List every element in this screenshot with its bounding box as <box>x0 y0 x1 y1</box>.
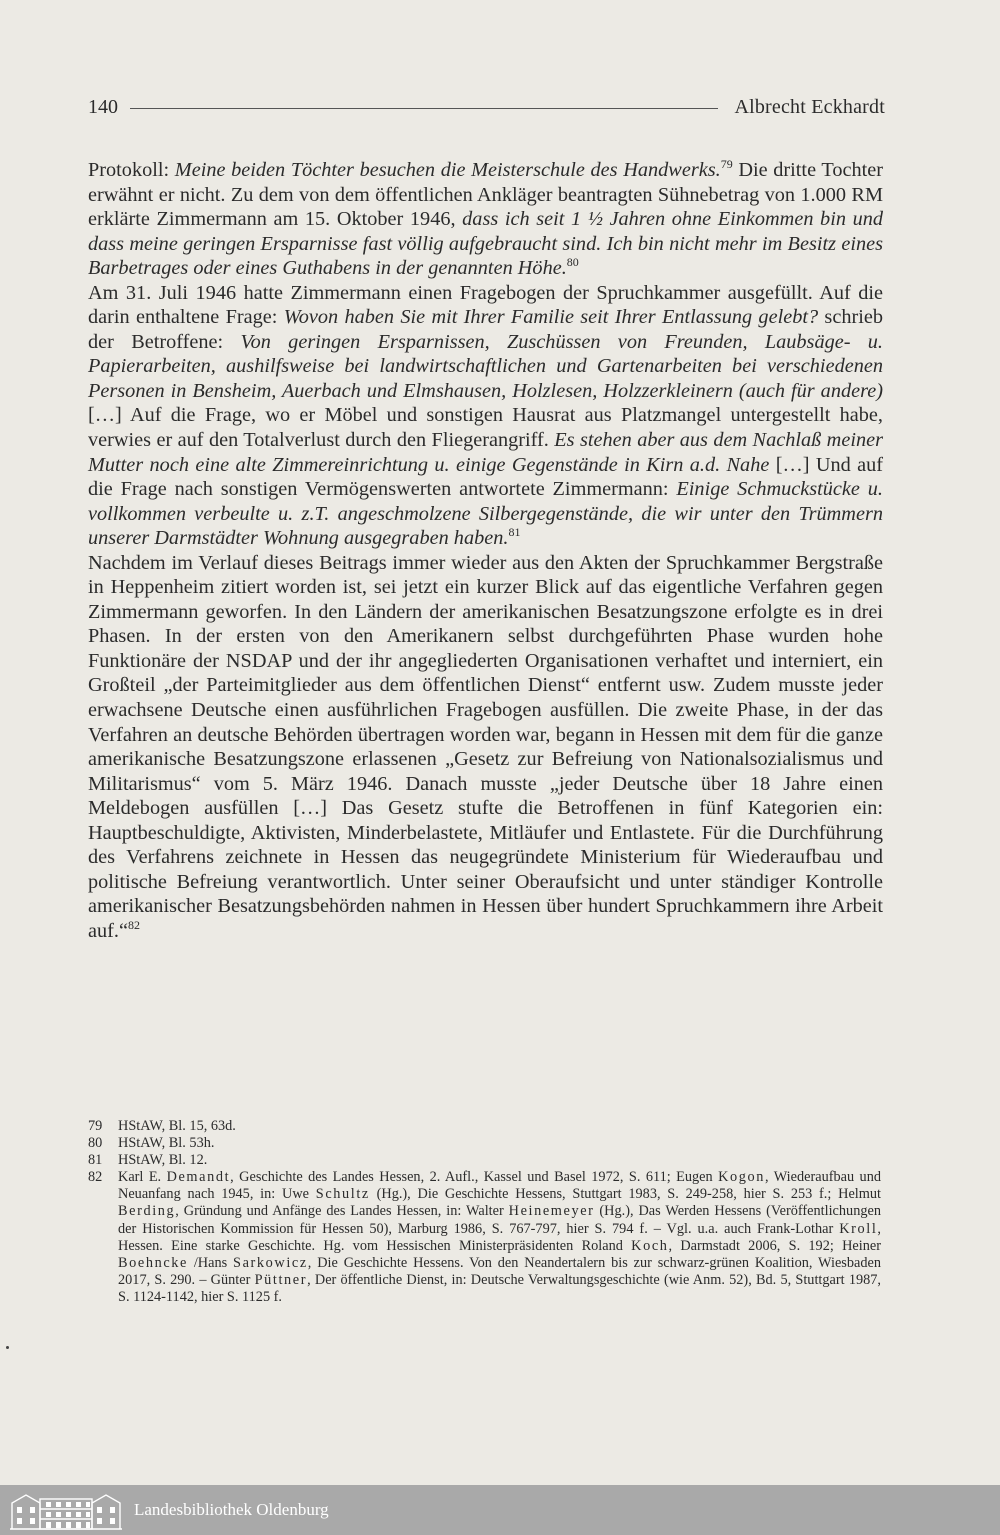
author-name: Boehncke <box>118 1254 188 1271</box>
author-name: Demandt <box>166 1169 231 1186</box>
footnote-number: 80 <box>88 1135 103 1152</box>
footnote-text: HStAW, Bl. 15, 63d. <box>118 1118 236 1134</box>
running-header <box>88 92 885 122</box>
footnote-ref[interactable]: 80 <box>566 255 579 270</box>
paragraph <box>88 158 883 281</box>
quote-run: dass ich seit 1 ½ Jahren ohne Einkommen bin und dass meine geringen Ersparnisse fast völlig aufgebraucht sind. Ich bin nicht mehr im Besitz eines Barbetrages oder eines Guthabens in der genannten Höhe. <box>88 208 883 280</box>
text-run: , Die Geschichte Hessens. Von den Neandertalern bis zur schwarz-grünen Koalition, Wiesbaden 2017, S. 290. – Günter <box>118 1254 881 1288</box>
text-run: Nachdem im Verlauf dieses Beitrags immer wieder aus den Akten der Spruchkammer Bergstraße in Heppenheim zitiert worden ist, sei jetzt ein kurzer Blick auf das eigentliche Verfahren gegen Zimmermann geworfen. In den Ländern der amerikanischen Besatzungszone erfolgte es in drei Phasen. In der ersten von den Amerikanern selbst durchgeführten Phase wurden hohe Funktionäre der NSDAP und der ihr angegliederten Organisationen verhaftet und interniert, ein Großteil „der Parteimitglieder aus dem öffentlichen Dienst“ entfernt usw. Zudem musste jeder erwachsene Deutsche einen ausführlichen Fragebogen ausfüllen. Die zweite Phase, in der das Verfahren an deutsche Behörden übertragen worden war, begann in Hessen mit dem für die ganze amerikanische Besatzungszone erlassenen „Gesetz zur Befreiung von Nationalsozialismus und Militarismus“ vom 5. März 1946. Danach musste „jeder Deutsche über 18 Jahre einen Meldebogen ausfüllen […] Das Gesetz stufte die Betroffenen in fünf Kategorien ein: Hauptbeschuldigte, Aktivisten, Minderbelastete, Mitläufer und Entlastete. Für die Durchführung des Verfahrens zeichnete in Hessen das neugegründete Ministerium für Wiederaufbau und politische Befreiung verantwortlich. Unter seiner Oberaufsicht und unter ständiger Kontrolle amerikanischer Besatzungsbehörden nahmen in Hessen über hundert Spruchkammern ihre Arbeit auf.“ <box>88 551 883 942</box>
footnote-number: 79 <box>88 1118 103 1134</box>
quote-run: Es stehen aber aus dem Nachlaß meiner Mutter noch eine alte Zimmereinrichtung u. einige Gegenstände in Kirn a.d. Nahe <box>88 429 884 476</box>
footnote-ref[interactable]: 82 <box>127 917 140 932</box>
author-name: Sarkowicz <box>233 1254 308 1271</box>
author-name: Heinemeyer <box>508 1203 595 1220</box>
author-name: Berding <box>118 1203 176 1220</box>
quote-run: Meine beiden Töchter besuchen die Meisterschule des Handwerks. <box>174 159 721 181</box>
running-head-author: Albrecht Eckhardt <box>734 95 885 118</box>
footnote <box>88 1135 881 1152</box>
library-footer-bar <box>0 1485 1000 1535</box>
quote-run: Wovon haben Sie mit Ihrer Familie seit Ihrer Entlassung gelebt? <box>283 306 819 329</box>
paragraph <box>88 551 883 944</box>
text-run: […] Und auf die Frage nach sonstigen Vermögenswerten antwortete Zimmermann: <box>88 453 883 501</box>
scan-speck <box>6 1346 9 1349</box>
footnote <box>88 1152 881 1169</box>
text-run: , Geschichte des Landes Hessen, 2. Aufl., Kassel und Basel 1972, S. 611; Eugen <box>230 1169 719 1186</box>
text-run: Die dritte Tochter erwähnt er nicht. Zu dem von dem öffentlichen Ankläger beantragten Sühnebetrag von 1.000 RM erklärte Zimmermann am 15. Oktober 1946, <box>88 159 884 231</box>
footnote <box>88 1169 881 1306</box>
paragraph <box>88 281 883 551</box>
library-building-icon <box>10 1489 122 1531</box>
author-name: Püttner <box>254 1271 308 1288</box>
footnote-number: 81 <box>88 1152 103 1169</box>
text-run: , Darmstadt 2006, S. 192; Heiner <box>668 1237 881 1254</box>
text-run: Am 31. Juli 1946 hatte Zimmermann einen Fragebogen der Spruchkammer ausgefüllt. Auf die darin enthaltene Frage: <box>88 281 883 329</box>
text-run: Karl E. <box>118 1169 167 1186</box>
quote-run: Von geringen Ersparnissen, Zuschüssen von Freunden, Laubsäge- u. Papierarbeiten, aushilfsweise bei landwirtschaftlichen und Gartenarbeiten bei verschiedenen Personen in Bensheim, Auerbach und Elmshausen, Holzlesen, Holzzerkleinern (auch für andere) <box>88 330 883 402</box>
footnote-text <box>118 1169 881 1306</box>
body-text <box>88 158 883 944</box>
author-name: Koch <box>631 1237 669 1254</box>
text-run: (Hg.), Die Geschichte Hessens, Stuttgart 1983, S. 249-258, hier S. 253 f.; Helmut <box>369 1186 881 1203</box>
page-number: 140 <box>88 95 118 118</box>
text-run: schrieb der Betroffene: <box>88 306 883 353</box>
footnote-text: HStAW, Bl. 12. <box>118 1152 208 1169</box>
text-run: Protokoll: <box>88 159 175 181</box>
library-name: Landesbibliothek Oldenburg <box>134 1500 329 1519</box>
footnote-number: 82 <box>88 1169 103 1186</box>
author-name: Kroll <box>839 1220 878 1237</box>
text-run: , Der öffentliche Dienst, in: Deutsche Verwaltungsgeschichte (wie Anm. 52), Bd. 5, Stuttgart 1987, S. 1124-1142, hier S. 1125 f. <box>118 1271 881 1305</box>
text-run: , Gründung und Anfänge des Landes Hessen, in: Walter <box>175 1203 509 1220</box>
footnotes <box>88 1118 881 1306</box>
author-name: Schultz <box>315 1186 370 1203</box>
footnote <box>88 1118 881 1135</box>
footnote-ref[interactable]: 81 <box>508 525 521 540</box>
text-run: , Hessen. Eine starke Geschichte. Hg. vom Hessischen Ministerpräsidenten Roland <box>118 1220 881 1254</box>
quote-run: Einige Schmuckstücke u. vollkommen verbeulte u. z.T. angeschmolzene Silbergegenstände, die wir unter den Trümmern unserer Darmstädter Wohnung ausgegraben haben. <box>88 478 883 550</box>
text-run: […] Auf die Frage, wo er Möbel und sonstigen Hausrat aus Platzmangel untergestellt habe, verwies er auf den Totalverlust durch den Fliegerangriff. <box>88 404 883 452</box>
text-run: /Hans <box>187 1254 234 1271</box>
text-run: , Wiederaufbau und Neuanfang nach 1945, in: Uwe <box>118 1169 881 1203</box>
footnote-ref[interactable]: 79 <box>720 157 733 171</box>
text-run: (Hg.), Das Werden Hessens (Veröffentlichungen der Historischen Kommission für Hessen 50), Marburg 1986, S. 767-797, hier S. 794 f. – Vgl. u.a. auch Frank-Lothar <box>118 1203 881 1237</box>
header-rule <box>130 108 718 109</box>
footnote-text: HStAW, Bl. 53h. <box>118 1135 215 1152</box>
author-name: Kogon <box>718 1169 765 1186</box>
